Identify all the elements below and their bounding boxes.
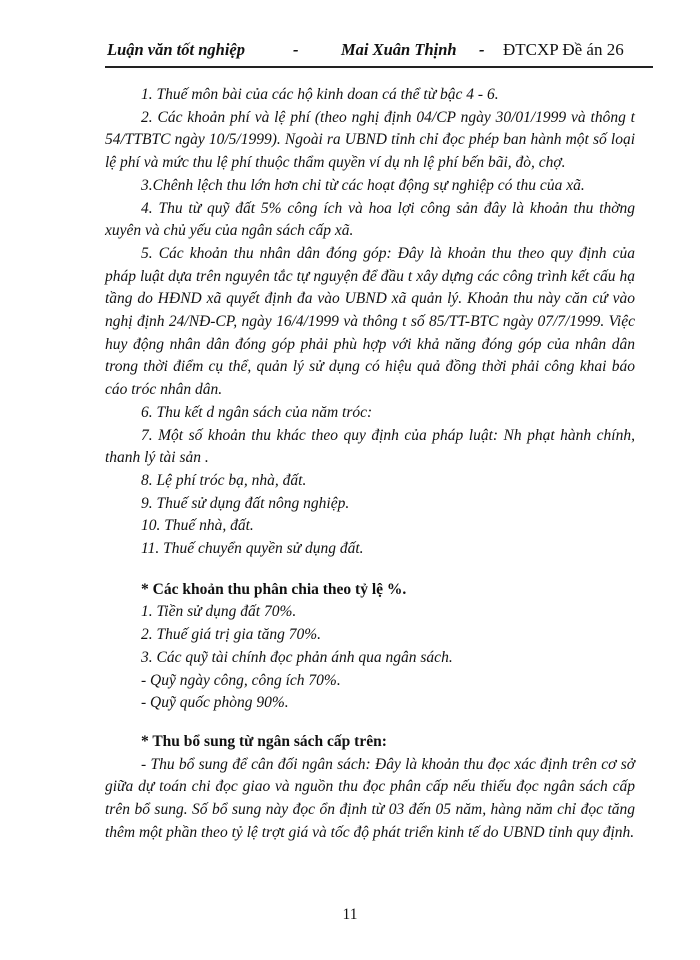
paragraph-11: 11. Thuế chuyển quyền sử dụng đất. xyxy=(141,540,364,558)
header-separator: - xyxy=(293,40,299,59)
paragraph-7: 7. Một số khoản thu khác theo quy định của pháp luật: Nh phạt hành chính, thanh lý tài sản . xyxy=(105,426,635,467)
header-course: ĐTCXP Đề án 26 xyxy=(503,40,624,59)
page-number: 11 xyxy=(342,906,358,923)
paragraph-6: 6. Thu kết d ngân sách của năm tróc: xyxy=(141,403,373,421)
paragraph-3: 3.Chênh lệch thu lớn hơn chi từ các hoạt động sự nghiệp có thu của xã. xyxy=(141,176,585,194)
list-item: 3. Các quỹ tài chính đọc phản ánh qua ngân sách. xyxy=(141,648,453,666)
list-item: 2. Thuế giá trị gia tăng 70%. xyxy=(141,626,321,644)
header-rule xyxy=(105,66,653,68)
header-separator: - xyxy=(479,40,485,59)
paragraph-8: 8. Lệ phí tróc bạ, nhà, đất. xyxy=(141,471,307,489)
list-item: - Quỹ quốc phòng 90%. xyxy=(141,694,289,712)
paragraph-2: 2. Các khoản phí và lệ phí (theo nghị định 04/CP ngày 30/01/1999 và thông t 54/TTBTC ngày 10/5/1999). Ngoài ra UBND tỉnh chỉ đọc phép ban hành một số loại lệ phí và mức thu lệ phí thuộc thẩm quyền ví dụ nh lệ phí bến bãi, đò, chợ. xyxy=(105,108,635,172)
page-header xyxy=(105,40,655,68)
paragraph-supplementary: - Thu bổ sung để cân đối ngân sách: Đây là khoản thu đọc xác định trên cơ sở giữa dự toán chi đọc giao và nguồn thu đọc phân cấp nếu thiếu đọc ngân sách cấp trên bổ sung. Số bổ sung này đọc ổn định từ 03 đến 05 năm, hàng năm chỉ đọc tăng thêm một phần theo tỷ lệ trợt giá và tốc độ phát triển kinh tế do UBND tỉnh quy định. xyxy=(105,755,635,841)
paragraph-10: 10. Thuế nhà, đất. xyxy=(141,517,254,535)
paragraph-1: 1. Thuế môn bài của các hộ kinh doan cá thể từ bậc 4 - 6. xyxy=(141,86,499,103)
paragraph-4: 4. Thu từ quỹ đất 5% công ích và hoa lợi công sản đây là khoản thu thờng xuyên và chủ yếu của ngân sách cấp xã. xyxy=(105,199,635,240)
paragraph-9: 9. Thuế sử dụng đất nông nghiệp. xyxy=(141,494,350,512)
header-title: Luận văn tốt nghiệp xyxy=(107,40,245,59)
list-item: 1. Tiền sử dụng đất 70%. xyxy=(141,603,297,621)
list-item: - Quỹ ngày công, công ích 70%. xyxy=(141,671,341,689)
paragraph-5: 5. Các khoản thu nhân dân đóng góp: Đây là khoản thu theo quy định của pháp luật dựa trên nguyên tắc tự nguyện để đầu t xây dựng các công trình kết cấu hạ tầng do HĐND xã quyết định đa vào UBND xã quản lý. Khoản thu này căn cứ vào nghị định 24/NĐ-CP, ngày 16/4/1999 và thông t số 85/TT-BTC ngày 07/7/1999. Việc huy động nhân dân đóng góp phải phù hợp với khả năng đóng góp của nhân dân trong thời điểm cụ thể, quản lý sử dụng có hiệu quả đồng thời phải công khai báo cáo tróc nhân dân. xyxy=(105,244,635,399)
section-heading-shared-revenue: * Các khoản thu phân chia theo tỷ lệ %. xyxy=(141,580,407,598)
section-heading-supplementary-revenue: * Thu bổ sung từ ngân sách cấp trên: xyxy=(141,732,387,750)
header-author: Mai Xuân Thịnh xyxy=(341,40,457,59)
document-body xyxy=(105,84,635,845)
